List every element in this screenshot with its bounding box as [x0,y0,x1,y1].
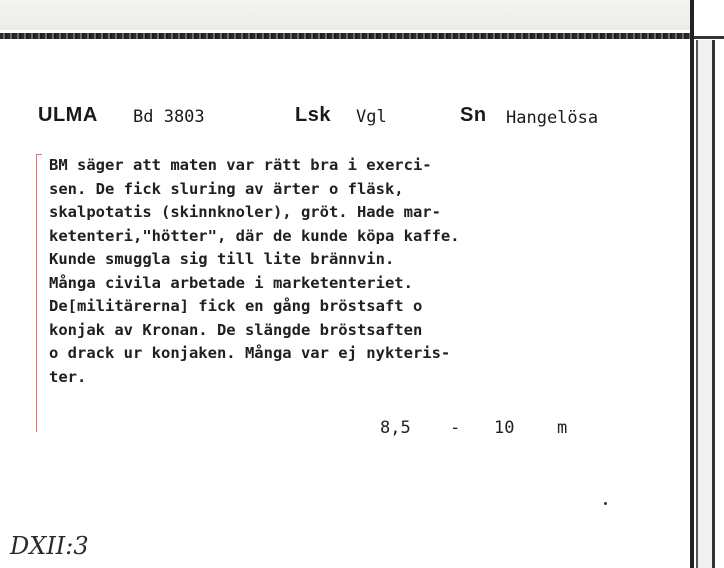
parish-value: Hangelösa [506,108,599,128]
card-top-rule [0,33,690,39]
measurement-from: 8,5 [380,418,411,438]
body-line: Kunde smuggla sig till lite brännvin. [49,250,395,268]
ink-dot [604,502,607,505]
card-edge-right [690,0,694,568]
body-line: Många civila arbetade i marketenteriet. [49,273,413,292]
card-edge-right-outer [712,40,715,568]
margin-rule-tick [36,154,42,155]
body-line: ter. [49,367,87,386]
measurement-dash: - [450,418,461,438]
body-line: skalpotatis (skinnknoler), gröt. Hade mar- [49,203,441,221]
province-value: Vgl [356,107,387,127]
card-edge-gap [698,40,712,568]
province-label: Lsk [295,104,331,126]
archive-reference: Bd 3803 [133,107,205,127]
card-edge-line [694,36,724,39]
body-line: sen. De fick sluring av ärter o fläsk, [49,179,404,198]
body-line: o drack ur konjaken. Många var ej nykteris- [49,344,451,362]
margin-rule [36,154,37,432]
parish-label: Sn [460,104,487,126]
card-header [0,104,690,134]
measurement-to: 10 [494,418,515,438]
handwritten-note: DXII:3 [10,532,89,560]
card-top-strip [0,0,690,30]
body-line: De[militärerna] fick en gång bröstsaft o [49,297,423,315]
card-edge-right-inner [696,40,698,568]
headword: ULMA [38,104,98,126]
body-line: ketenteri,"hötter", där de kunde köpa kaffe. [49,226,460,245]
card-body-text [49,154,679,389]
measurement-unit: m [557,418,568,438]
body-line: BM säger att maten var rätt bra i exerci- [49,156,432,174]
body-line: konjak av Kronan. De slängde bröstsaften [49,320,423,339]
